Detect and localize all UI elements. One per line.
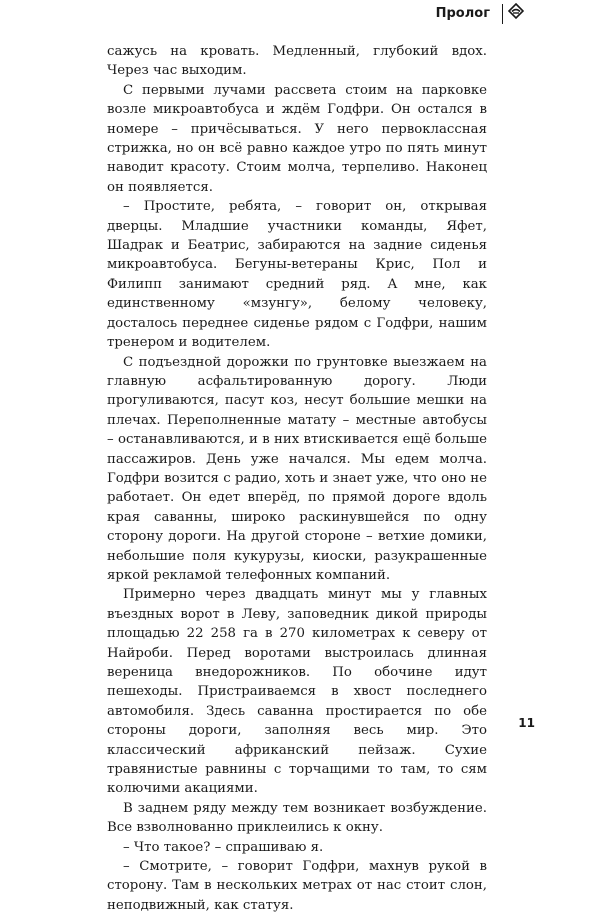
header-divider bbox=[502, 4, 504, 24]
paragraph: – Что такое? – спрашиваю я. bbox=[123, 839, 324, 855]
paragraph: – Простите, ребята, – говорит он, открывая дверцы. Младшие участники команды, Яфет, Шадрак и Беатрис, забираются на задние сиденья микроавтобуса. Бегуны-ветераны Крис, Пол и Филипп занимают средний ряд. А мне, как единственному «мзунгу», белому человеку, досталось переднее сиденье рядом с Годфри, нашим тренером и водителем. bbox=[107, 199, 487, 351]
paragraph: сажусь на кровать. Медленный, глубокий вдох. Через час выходим. bbox=[107, 44, 487, 79]
paragraph: С подъездной дорожки по грунтовке выезжаем на главную асфальтированную дорогу. Люди прогуливаются, пасут коз, несут большие мешки на плечах. Переполненные матату – местные автобусы – останавливаются, и в них втискивается ещё больше пассажиров. День уже начался. Мы едем молча. Годфри возится с радио, хоть и знает уже, что оно не работает. Он едет вперёд, по прямой дороге вдоль края саванны, широко раскинувшейся по одну сторону дороги. На другой стороне – ветхие домики, небольшие поля кукурузы, киоски, разукрашенные яркой рекламой телефонных компаний. bbox=[107, 354, 487, 583]
publisher-logo-icon bbox=[508, 3, 524, 21]
page-number: 11 bbox=[518, 716, 535, 730]
paragraph: В заднем ряду между тем возникает возбуждение. Все взволнованно приклеились к окну. bbox=[107, 800, 487, 836]
body-text bbox=[107, 42, 487, 915]
chapter-title: Пролог bbox=[435, 6, 490, 21]
paragraph: Примерно через двадцать минут мы у главных въездных ворот в Леву, заповедник дикой природы площадью 22 258 га в 270 километрах к северу от Найроби. Перед воротами выстроилась длинная вереница внедорожников. По обочине идут пешеходы. Пристраиваемся в хвост последнего автомобиля. Здесь саванна простирается по обе стороны дороги, заполняя весь мир. Это классический африканский пейзаж. Сухие травянистые равнины с торчащими то там, то сям колючими акациями. bbox=[107, 587, 487, 797]
paragraph: С первыми лучами рассвета стоим на парковке возле микроавтобуса и ждём Годфри. Он остался в номере – причёсываться. У него первоклассная стрижка, но он всё равно каждое утро по пять минут наводит красоту. Стоим молча, терпеливо. Наконец он появляется. bbox=[107, 82, 487, 195]
paragraph: – Смотрите, – говорит Годфри, махнув рукой в сторону. Там в нескольких метрах от нас стоит слон, неподвижный, как статуя. bbox=[107, 859, 487, 913]
running-header bbox=[0, 0, 600, 32]
